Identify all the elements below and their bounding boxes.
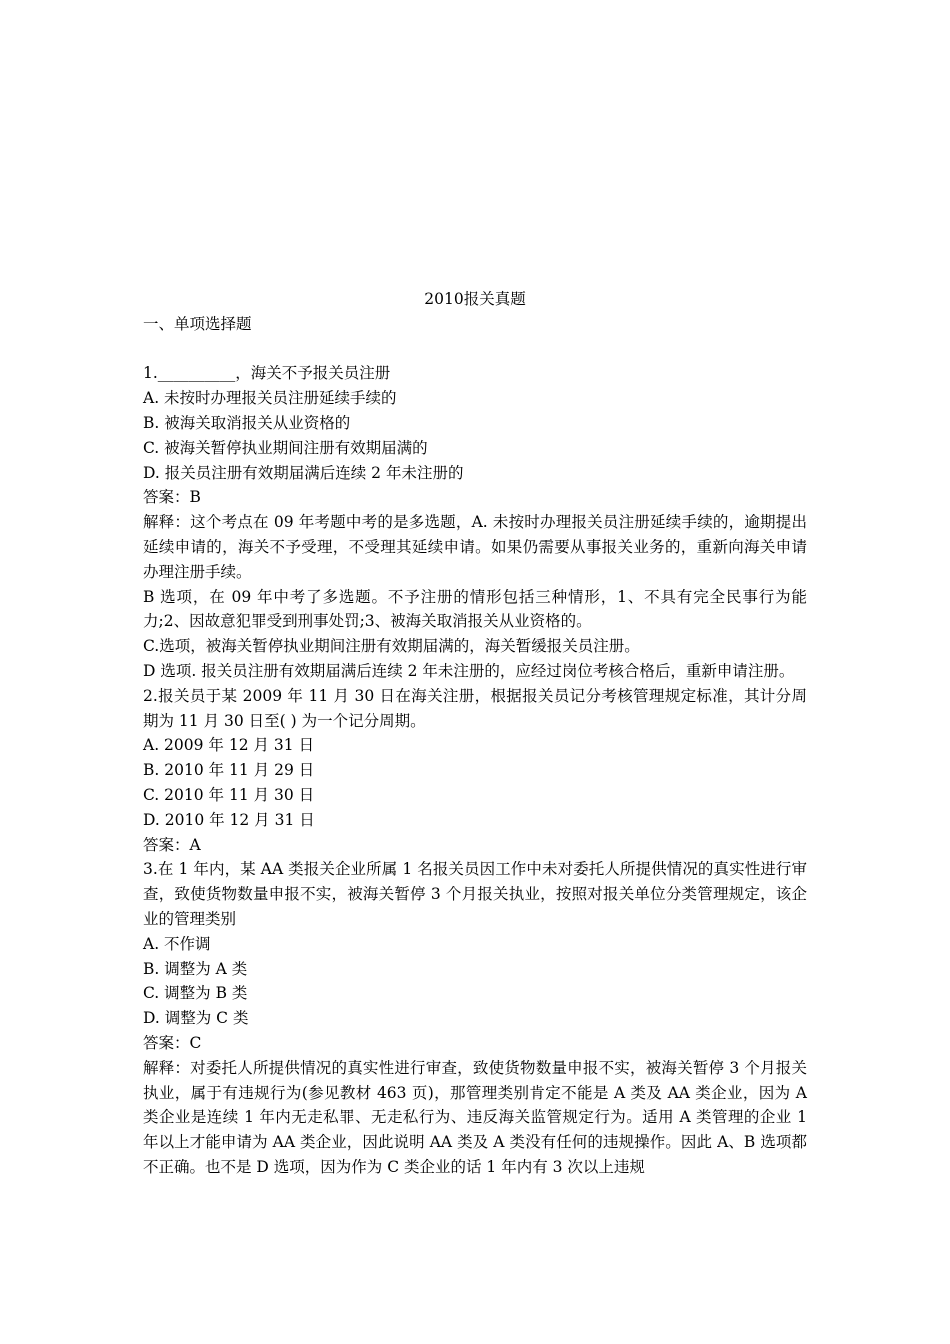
question-2-option-d: D. 2010 年 12 月 31 日: [143, 810, 315, 829]
question-1-explanation-1: 解释：这个考点在 09 年考题中考的是多选题，A. 未按时办理报关员注册延续手续的，逾期提出延续申请的，海关不予受理，不受理其延续申请。如果仍需要从事报关业务的，重新向海关申请办理注册手续。: [143, 513, 807, 581]
question-1-option-b: B. 被海关取消报关从业资格的: [143, 413, 351, 432]
question-1-explanation-3: C.选项，被海关暂停执业期间注册有效期届满的，海关暂缓报关员注册。: [143, 637, 640, 656]
question-1-option-c: C. 被海关暂停执业期间注册有效期届满的: [143, 438, 428, 457]
question-2-answer: 答案：A: [143, 835, 201, 854]
question-3-option-c: C. 调整为 B 类: [143, 984, 248, 1003]
question-3-option-b: B. 调整为 A 类: [143, 959, 248, 978]
question-2-option-a: A. 2009 年 12 月 31 日: [143, 736, 315, 755]
question-1-option-a: A. 未按时办理报关员注册延续手续的: [143, 389, 397, 408]
question-3-explanation-1: 解释：对委托人所提供情况的真实性进行审查，致使货物数量申报不实，被海关暂停 3 个月报关执业，属于有违规行为(参见教材 463 页)，那管理类别肯定不能是 A 类及 AA 类企业，因为 A 类企业是连续 1 年内无走私罪、无走私行为、违反海关监管规定行为。适用 A 类管理的企业 1 年以上才能申请为 AA 类企业，因此说明 AA 类及 A 类没有任何的违规操作。因此 A、B 选项都不正确。也不是 D 选项，因为作为 C 类企业的话 1 年内有 3 次以上违规: [143, 1058, 807, 1176]
question-3-answer: 答案：C: [143, 1033, 202, 1052]
question-2-option-b: B. 2010 年 11 月 29 日: [143, 761, 315, 780]
question-2-option-c: C. 2010 年 11 月 30 日: [143, 785, 315, 804]
blank-line: [143, 337, 807, 362]
question-2-stem: 2.报关员于某 2009 年 11 月 30 日在海关注册，根据报关员记分考核管理规定标准，其计分周期为 11 月 30 日至( ) 为一个记分周期。: [143, 686, 807, 730]
question-3-stem: 3.在 1 年内，某 AA 类报关企业所属 1 名报关员因工作中未对委托人所提供情况的真实性进行审查，致使货物数量申报不实，被海关暂停 3 个月报关执业，按照对报关单位分类管理规定，该企业的管理类别: [143, 860, 807, 928]
question-3-option-d: D. 调整为 C 类: [143, 1009, 249, 1028]
question-1-stem: 1.__________，海关不予报关员注册: [143, 364, 391, 383]
section-heading: 一、单项选择题: [143, 314, 252, 333]
question-1-answer: 答案：B: [143, 488, 201, 507]
question-1-explanation-4: D 选项. 报关员注册有效期届满后连续 2 年未注册的，应经过岗位考核合格后，重新申请注册。: [143, 661, 795, 680]
question-1-explanation-2: B 选项，在 09 年中考了多选题。不予注册的情形包括三种情形，1、不具有完全民事行为能力;2、因故意犯罪受到刑事处罚;3、被海关取消报关从业资格的。: [143, 587, 807, 631]
document-title: 2010报关真题: [424, 290, 526, 308]
question-3-option-a: A. 不作调: [143, 934, 211, 953]
document-page: [143, 287, 807, 1180]
question-1-option-d: D. 报关员注册有效期届满后连续 2 年未注册的: [143, 463, 464, 482]
